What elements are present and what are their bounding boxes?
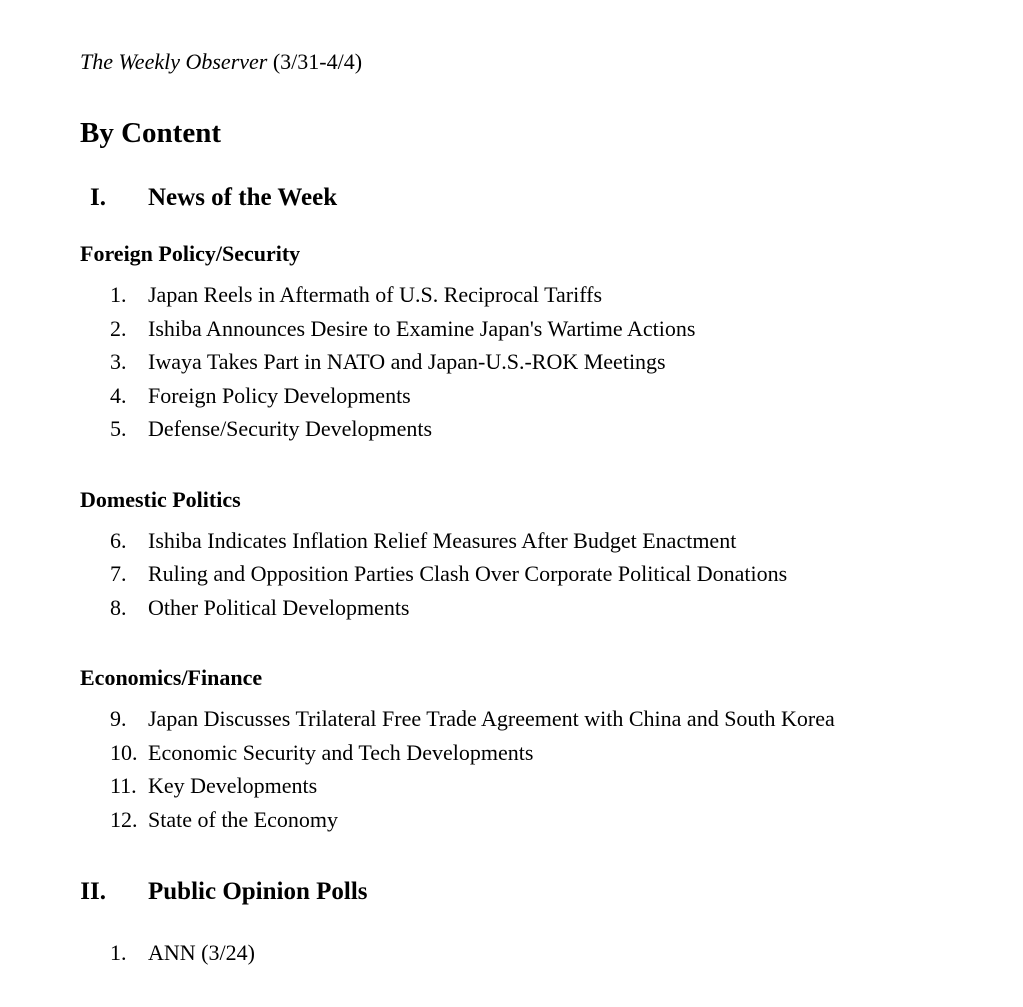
newsletter-title: The Weekly Observer (80, 49, 268, 74)
item-number: 2. (110, 315, 127, 341)
group-heading: Foreign Policy/Security (80, 241, 301, 266)
item-number: 1. (110, 282, 127, 307)
list-item (80, 702, 1007, 736)
item-number: 9. (110, 706, 127, 731)
list-item (80, 769, 1007, 803)
item-text: Japan Discusses Trilateral Free Trade Agreement with China and South Korea (148, 706, 835, 731)
item-list (80, 524, 1007, 625)
by-content-heading: By Content (80, 117, 221, 149)
item-number: 7. (110, 561, 127, 586)
item-number: 4. (110, 382, 127, 408)
section-public-opinion-polls (80, 878, 1007, 970)
list-item (80, 936, 1007, 970)
section-title: News of the Week (148, 184, 338, 211)
group-foreign-policy-security (80, 242, 1007, 446)
item-text: Other Political Developments (148, 594, 410, 620)
issue-date-range: (3/31-4/4) (267, 49, 363, 74)
item-number: 6. (110, 527, 127, 553)
document-title (80, 48, 1007, 76)
group-heading: Domestic Politics (80, 486, 241, 512)
item-text: Ishiba Announces Desire to Examine Japan's Wartime Actions (148, 315, 696, 341)
list-item (80, 379, 1007, 413)
list-item (80, 278, 1007, 312)
item-text: Japan Reels in Aftermath of U.S. Reciprocal Tariffs (148, 282, 603, 307)
list-item (80, 345, 1007, 379)
list-item (80, 803, 1007, 837)
item-number: 12. (110, 806, 138, 832)
item-number: 3. (110, 349, 127, 374)
item-text: Key Developments (148, 773, 318, 798)
list-item (80, 412, 1007, 446)
section-news-of-the-week (80, 184, 1007, 836)
list-item (80, 312, 1007, 346)
list-item (80, 524, 1007, 558)
item-text: Foreign Policy Developments (148, 382, 411, 408)
section-numeral: II. (80, 878, 106, 905)
item-text: Defense/Security Developments (148, 416, 433, 441)
item-text: State of the Economy (148, 806, 339, 832)
section-numeral: I. (90, 184, 106, 211)
group-heading: Economics/Finance (80, 665, 263, 690)
item-list (80, 278, 1007, 446)
list-item (80, 557, 1007, 591)
item-text: Ruling and Opposition Parties Clash Over Corporate Political Donations (148, 561, 788, 586)
list-item (80, 591, 1007, 625)
item-text: Ishiba Indicates Inflation Relief Measures After Budget Enactment (148, 527, 737, 553)
item-number: 1. (110, 940, 127, 965)
section-title: Public Opinion Polls (148, 878, 368, 905)
item-list (80, 936, 1007, 970)
list-item (80, 736, 1007, 770)
group-domestic-politics (80, 488, 1007, 625)
item-text: ANN (3/24) (148, 940, 255, 965)
item-number: 10. (110, 739, 138, 765)
section-heading (80, 184, 1007, 211)
item-text: Iwaya Takes Part in NATO and Japan-U.S.-ROK Meetings (148, 349, 666, 374)
item-number: 5. (110, 416, 127, 441)
section-heading (80, 878, 1007, 905)
item-text: Economic Security and Tech Developments (148, 739, 534, 765)
item-number: 8. (110, 594, 127, 620)
item-list (80, 702, 1007, 836)
item-number: 11. (110, 773, 137, 798)
group-economics-finance (80, 666, 1007, 836)
